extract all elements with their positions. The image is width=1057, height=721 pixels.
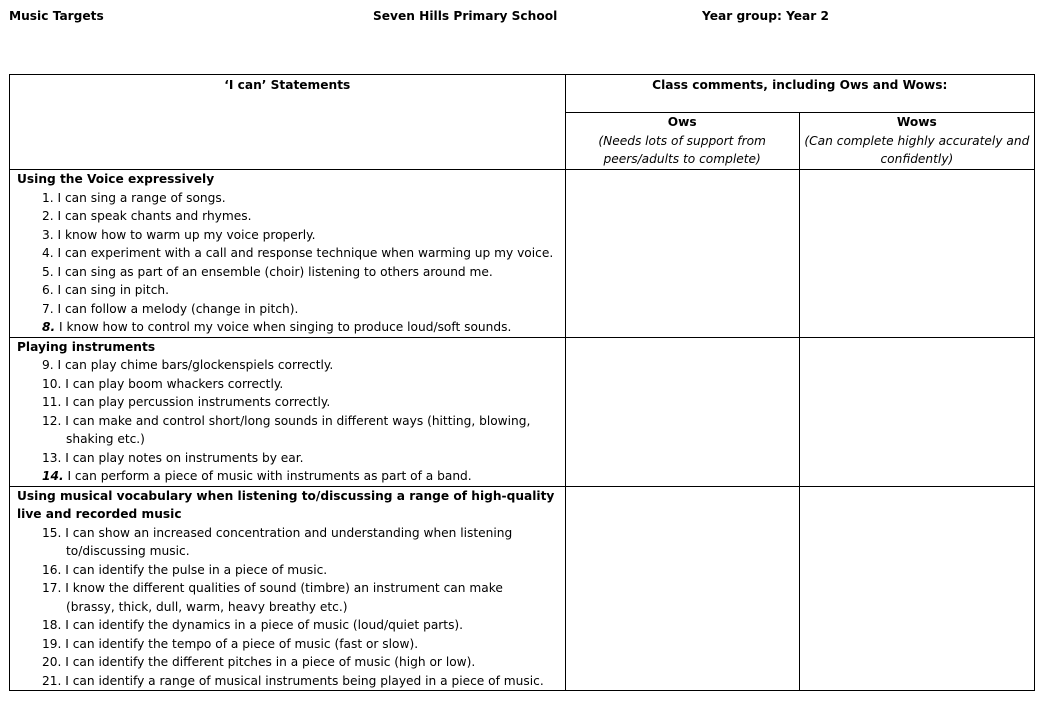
statement-text: I can experiment with a call and response technique when warming up my voice. — [57, 246, 554, 260]
wows-comment-cell[interactable] — [799, 170, 1034, 338]
music-targets-table — [9, 74, 1035, 691]
statement-number: 14. — [42, 469, 64, 483]
statement-text: I can speak chants and rhymes. — [57, 209, 252, 223]
section-row — [10, 337, 1035, 486]
statement-item — [10, 281, 565, 300]
statement-item — [10, 189, 565, 208]
statement-number: 5. — [42, 264, 54, 279]
i-can-header — [10, 75, 566, 170]
statement-item — [10, 263, 565, 282]
statement-item — [10, 467, 565, 486]
statement-number: 16. — [42, 562, 62, 577]
statement-text: I can identify the tempo of a piece of music (fast or slow). — [65, 636, 419, 651]
statement-text: I can play boom whackers correctly. — [65, 376, 284, 391]
school-name: Seven Hills Primary School — [373, 9, 558, 23]
year-group: Year group: Year 2 — [702, 9, 830, 23]
class-comments-header — [565, 75, 1034, 113]
statement-text: I can play percussion instruments correctly. — [65, 395, 331, 409]
statement-item — [10, 635, 565, 654]
wows-description: (Can complete highly accurately and confidently) — [804, 133, 1030, 166]
wows-comment-cell[interactable] — [799, 337, 1034, 486]
section-title: Playing instruments — [17, 339, 156, 354]
statement-number: 20. — [42, 655, 62, 669]
statement-item — [10, 375, 565, 394]
statements-cell — [10, 486, 566, 691]
statement-text: I know the different qualities of sound (timbre) an instrument can make — [65, 581, 503, 595]
statement-text: I can play chime bars/glockenspiels correctly. — [57, 358, 334, 372]
statement-item — [10, 449, 565, 468]
statement-number: 7. — [42, 301, 54, 316]
statement-item — [10, 653, 565, 672]
statement-number: 12. — [42, 413, 62, 428]
statement-number: 3. — [42, 227, 54, 242]
statements-cell — [10, 337, 566, 486]
statement-continuation: shaking etc.) — [66, 432, 145, 446]
statement-number: 11. — [42, 395, 62, 409]
statements-cell — [10, 170, 566, 338]
statement-text: I can sing a range of songs. — [57, 190, 226, 205]
section-row — [10, 170, 1035, 338]
section-title: Using musical vocabulary when listening to/discussing a range of high-quality live and recorded music — [17, 488, 555, 521]
ows-description: (Needs lots of support from peers/adults to complete) — [598, 133, 766, 166]
statement-text: I can show an increased concentration and understanding when listening — [65, 525, 513, 540]
i-can-header-label: ‘I can’ Statements — [224, 78, 351, 92]
statement-item — [10, 318, 565, 337]
statement-number: 9. — [42, 358, 54, 372]
statement-text: I know how to warm up my voice properly. — [57, 227, 316, 242]
statement-text: I can identify the pulse in a piece of music. — [65, 562, 328, 577]
statement-list — [10, 189, 565, 337]
statement-number: 1. — [42, 190, 54, 205]
wows-comment-cell[interactable] — [799, 486, 1034, 691]
statement-item — [10, 207, 565, 226]
statement-text: I know how to control my voice when singing to produce loud/soft sounds. — [59, 320, 512, 334]
ows-comment-cell[interactable] — [565, 337, 799, 486]
statement-text: I can follow a melody (change in pitch). — [57, 301, 299, 316]
statement-item — [10, 226, 565, 245]
statement-number: 6. — [42, 283, 54, 297]
ows-comment-cell[interactable] — [565, 486, 799, 691]
statement-list — [10, 524, 565, 691]
statement-list — [10, 356, 565, 486]
statement-continuation: (brassy, thick, dull, warm, heavy breathy etc.) — [66, 599, 348, 614]
statement-text: I can identify a range of musical instruments being played in a piece of music. — [65, 673, 544, 688]
statement-item — [10, 561, 565, 580]
statement-item — [10, 579, 565, 616]
statement-item — [10, 412, 565, 449]
statement-text: I can sing in pitch. — [57, 283, 170, 297]
statement-text: I can make and control short/long sounds in different ways (hitting, blowing, — [65, 413, 531, 428]
wows-header — [799, 113, 1034, 170]
statement-number: 18. — [42, 618, 62, 632]
statement-number: 13. — [42, 450, 62, 465]
statement-text: I can identify the dynamics in a piece of music (loud/quiet parts). — [65, 618, 464, 632]
statement-number: 19. — [42, 636, 62, 651]
statement-text: I can identify the different pitches in a piece of music (high or low). — [65, 655, 476, 669]
statement-item — [10, 393, 565, 412]
statement-text: I can sing as part of an ensemble (choir) listening to others around me. — [57, 264, 493, 279]
section-title: Using the Voice expressively — [17, 172, 215, 186]
wows-title: Wows — [896, 115, 937, 129]
statement-number: 8. — [42, 320, 56, 334]
statement-item — [10, 672, 565, 691]
ows-header — [565, 113, 799, 170]
statement-item — [10, 300, 565, 319]
document-title: Music Targets — [9, 9, 104, 23]
statement-text: I can perform a piece of music with instruments as part of a band. — [67, 469, 472, 483]
statement-text: I can play notes on instruments by ear. — [65, 450, 304, 465]
statement-item — [10, 616, 565, 635]
ows-comment-cell[interactable] — [565, 170, 799, 338]
statement-item — [10, 356, 565, 375]
class-comments-label: Class comments, including Ows and Wows: — [652, 78, 948, 92]
statement-number: 2. — [42, 209, 54, 223]
statement-continuation: to/discussing music. — [66, 544, 190, 558]
statement-number: 10. — [42, 376, 62, 391]
statement-number: 4. — [42, 246, 54, 260]
statement-item — [10, 244, 565, 263]
statement-number: 17. — [42, 581, 62, 595]
statement-item — [10, 524, 565, 561]
ows-title: Ows — [667, 115, 697, 129]
statement-number: 15. — [42, 525, 62, 540]
statement-number: 21. — [42, 673, 62, 688]
section-row — [10, 486, 1035, 691]
